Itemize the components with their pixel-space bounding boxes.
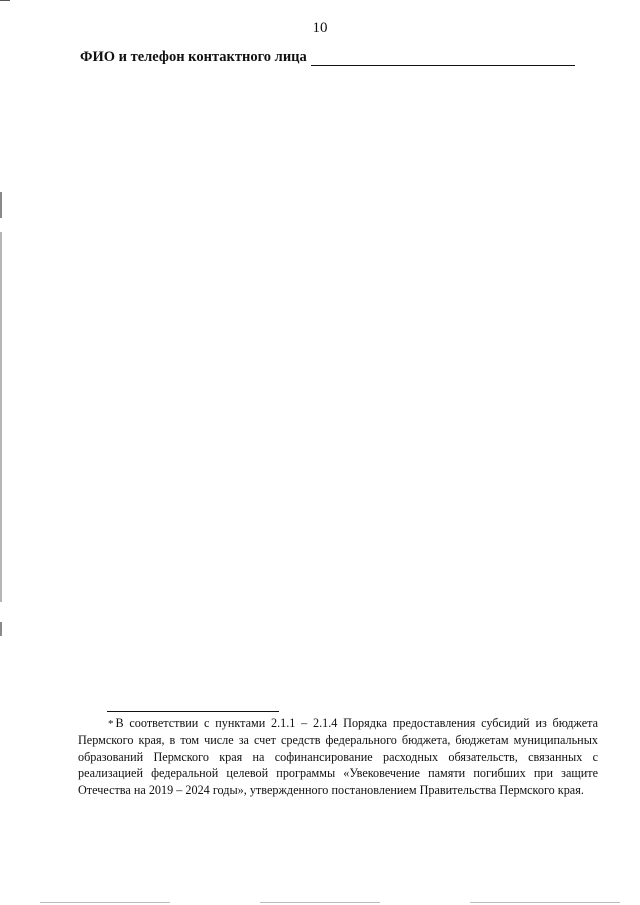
page-number: 10 <box>312 20 328 36</box>
footnote-separator <box>107 711 279 712</box>
footnote <box>78 715 598 798</box>
scan-artifact <box>470 902 620 903</box>
scan-artifact <box>0 232 2 602</box>
scan-artifact <box>0 622 2 636</box>
scan-artifact <box>0 192 2 218</box>
contact-label: ФИО и телефон контактного лица <box>80 49 307 65</box>
scan-artifact <box>260 902 380 903</box>
scan-artifact <box>0 0 10 1</box>
contact-line <box>80 49 575 66</box>
footnote-text: В соответствии с пунктами 2.1.1 – 2.1.4 Порядка предоставления субсидий из бюджета Пермского края, в том числе за счет средств федерального бюджета, бюджетам муниципальных образований Пермского края на софинансирование расходных обязательств, связанных с реализацией федеральной целевой программы «Увековечение памяти погибших при защите Отечества на 2019 – 2024 годы», утвержденного постановлением Правительства Пермского края. <box>78 716 598 797</box>
scan-artifact <box>40 902 170 903</box>
contact-fill-field[interactable] <box>311 52 575 66</box>
footnote-mark: * <box>108 718 114 730</box>
